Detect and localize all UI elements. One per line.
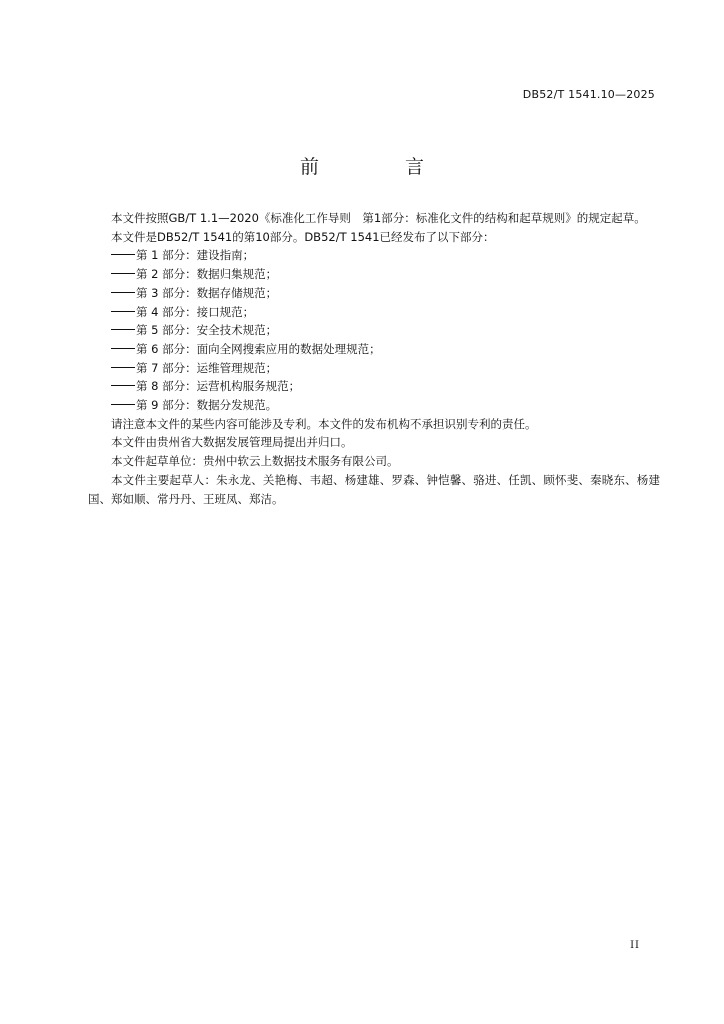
list-item-text: 第 8 部分：运营机构服务规范； (136, 379, 301, 394)
list-item-text: 第 6 部分：面向全网搜索应用的数据处理规范； (136, 341, 381, 356)
list-item (88, 396, 660, 415)
dash-marker (111, 367, 135, 368)
paragraph-patent-notice: 请注意本文件的某些内容可能涉及专利。本文件的发布机构不承担识别专利的责任。 (111, 416, 537, 431)
list-item (88, 321, 660, 340)
list-item (88, 377, 660, 396)
paragraph-proposer: 本文件由贵州省大数据发展管理局提出并归口。 (111, 435, 353, 450)
dash-marker (111, 348, 135, 349)
list-item (88, 284, 660, 303)
list-item (88, 246, 660, 265)
list-item-text: 第 1 部分：建设指南； (136, 248, 255, 263)
list-item-text: 第 7 部分：运维管理规范； (136, 360, 278, 375)
document-code: DB52/T 1541.10—2025 (522, 88, 655, 101)
list-item (88, 340, 660, 359)
dash-marker (111, 273, 135, 274)
list-item-text: 第 5 部分：安全技术规范； (136, 323, 278, 338)
page-title: 前 言 (299, 156, 465, 178)
paragraph-drafters: 本文件主要起草人：朱永龙、关艳梅、韦超、杨建雄、罗森、钟恺馨、骆进、任凯、顾怀斐、秦晓东、杨建国、郑如顺、常丹丹、王班凤、郑洁。 (88, 472, 660, 506)
list-item-text: 第 4 部分：接口规范； (136, 304, 255, 319)
dash-marker (111, 311, 135, 312)
paragraph-drafting-unit: 本文件起草单位：贵州中软云上数据技术服务有限公司。 (111, 454, 399, 469)
dash-marker (111, 329, 135, 330)
list-item (88, 359, 660, 378)
dash-marker (111, 254, 135, 255)
page-number: II (630, 940, 640, 951)
list-item-text: 第 2 部分：数据归集规范； (136, 267, 278, 282)
dash-marker (111, 292, 135, 293)
document-body (88, 209, 660, 508)
dash-marker (111, 404, 135, 405)
list-item-text: 第 9 部分：数据分发规范。 (136, 398, 278, 413)
dash-marker (111, 385, 135, 386)
list-item (88, 265, 660, 284)
list-item-text: 第 3 部分：数据存储规范； (136, 285, 278, 300)
paragraph-drafting-rules: 本文件按照GB/T 1.1—2020《标准化工作导则 第1部分：标准化文件的结构和起草规则》的规定起草。 (111, 211, 646, 225)
paragraph-part-info: 本文件是DB52/T 1541的第10部分。DB52/T 1541已经发布了以下部分： (111, 229, 495, 244)
list-item (88, 303, 660, 322)
